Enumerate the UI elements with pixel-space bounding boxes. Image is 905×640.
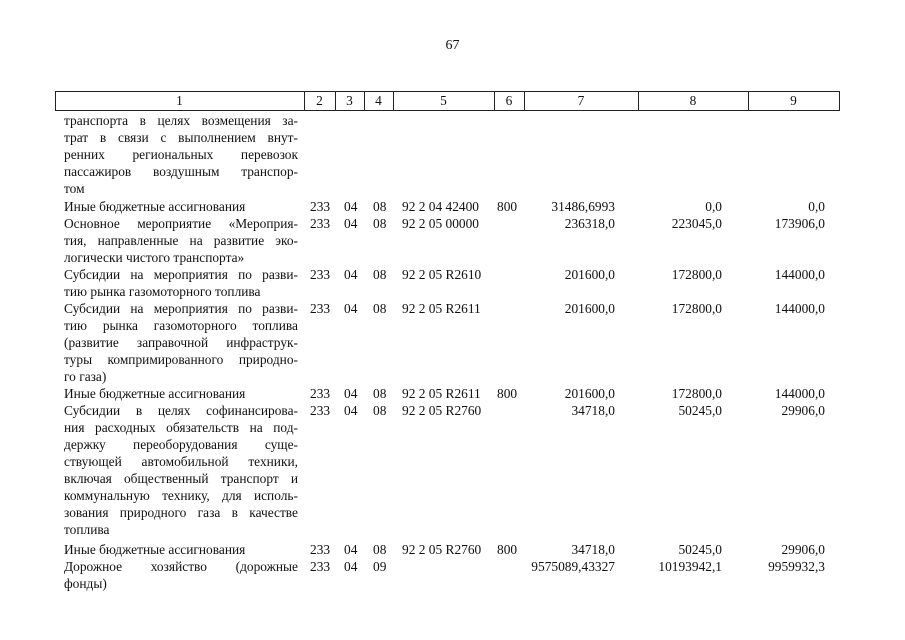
header-col-7: 7 [577,93,585,108]
description-line: включая общественный транспорт и [64,471,298,486]
description-line: логически чистого транспорта» [64,250,245,265]
description-line: (развитие заправочной инфраструк- [64,335,298,350]
row-description [64,402,298,538]
header-col-5: 5 [440,93,447,108]
cell-c7: 34718,0 [571,542,615,557]
cell-c4: 08 [373,301,387,316]
cell-c4: 08 [373,403,387,418]
cell-c7: 201600,0 [564,301,615,316]
cell-c6: 800 [497,199,518,214]
description-line: Иные бюджетные ассигнования [64,386,246,401]
row-description [64,215,298,266]
cell-c9: 144000,0 [774,301,825,316]
description-line: туры компримированного природно- [64,352,298,367]
description-line: ренних региональных перевозок [64,147,298,162]
cell-c9: 29906,0 [781,403,825,418]
description-line: коммунальную технику, для исполь- [64,488,298,503]
cell-c2: 233 [310,267,331,282]
cell-c6: 800 [497,386,518,401]
cell-c4: 09 [373,559,387,574]
cell-c3: 04 [344,403,358,418]
header-col-4: 4 [375,93,382,108]
cell-c4: 08 [373,542,387,557]
cell-c8: 10193942,1 [658,559,722,574]
row-description [64,112,298,197]
cell-c3: 04 [344,267,358,282]
cell-c2: 233 [310,301,331,316]
cell-c8: 172800,0 [671,267,722,282]
cell-c7: 201600,0 [564,386,615,401]
cell-c5: 92 2 05 R2611 [402,386,481,401]
description-line: тию рынка газомоторного топлива [64,318,298,333]
description-line: Субсидии на мероприятия по разви- [64,301,298,316]
header-divider [839,91,840,111]
cell-c9: 144000,0 [774,386,825,401]
cell-c4: 08 [373,267,387,282]
description-line: ния расходных обязательств на под- [64,420,298,435]
row-description [64,385,298,402]
header-col-2: 2 [316,93,323,108]
cell-c9: 9959932,3 [768,559,825,574]
description-line: Дорожное хозяйство (дорожные [64,559,298,574]
description-line: зования природного газа в качестве [64,505,298,520]
page-number: 67 [445,38,460,53]
cell-c7: 236318,0 [564,216,615,231]
cell-c9: 144000,0 [774,267,825,282]
cell-c2: 233 [310,403,331,418]
description-line: тию рынка газомоторного топлива [64,284,261,299]
cell-c3: 04 [344,559,358,574]
cell-c6: 800 [497,542,518,557]
cell-c8: 172800,0 [671,301,722,316]
cell-c8: 172800,0 [671,386,722,401]
row-description [64,558,298,592]
cell-c8: 50245,0 [678,403,722,418]
row-description [64,541,298,558]
cell-c5: 92 2 05 R2611 [402,301,481,316]
row-description [64,300,298,385]
cell-c7: 34718,0 [571,403,615,418]
description-line: держку переоборудования суще- [64,437,298,452]
header-col-1: 1 [176,93,183,108]
description-line: трат в связи с выполнением внут- [64,130,298,145]
cell-c5: 92 2 05 R2760 [402,542,482,557]
cell-c8: 223045,0 [671,216,722,231]
cell-c2: 233 [310,216,331,231]
cell-c9: 29906,0 [781,542,825,557]
row-description [64,266,298,300]
cell-c9: 0,0 [808,199,825,214]
row-description [64,198,298,215]
description-line: Иные бюджетные ассигнования [64,542,246,557]
description-line: фонды) [64,576,107,591]
cell-c7: 9575089,43327 [531,559,615,574]
cell-c4: 08 [373,199,387,214]
cell-c3: 04 [344,216,358,231]
header-col-3: 3 [346,93,353,108]
cell-c5: 92 2 04 42400 [402,199,479,214]
cell-c7: 31486,6993 [551,199,615,214]
description-line: Основное мероприятие «Мероприя- [64,216,298,231]
cell-c8: 0,0 [705,199,722,214]
cell-c3: 04 [344,199,358,214]
cell-c5: 92 2 05 R2760 [402,403,482,418]
cell-c2: 233 [310,386,331,401]
header-bottom-border [55,110,839,111]
description-line: пассажиров воздушным транспор- [64,164,298,179]
cell-c2: 233 [310,199,331,214]
cell-c5: 92 2 05 00000 [402,216,479,231]
cell-c3: 04 [344,542,358,557]
description-line: тия, направленные на развитие эко- [64,233,298,248]
header-col-9: 9 [790,93,797,108]
description-line: ствующей автомобильной техники, [64,454,298,469]
cell-c8: 50245,0 [678,542,722,557]
description-line: Иные бюджетные ассигнования [64,199,246,214]
description-line: том [64,181,85,196]
header-col-6: 6 [505,93,513,108]
description-line: топлива [64,522,110,537]
description-line: го газа) [64,369,107,384]
cell-c3: 04 [344,301,358,316]
cell-c5: 92 2 05 R2610 [402,267,482,282]
cell-c2: 233 [310,559,331,574]
cell-c7: 201600,0 [564,267,615,282]
cell-c3: 04 [344,386,358,401]
description-line: Субсидии в целях софинансирова- [64,403,298,418]
description-line: Субсидии на мероприятия по разви- [64,267,298,282]
cell-c9: 173906,0 [774,216,825,231]
header-col-8: 8 [689,93,697,108]
cell-c4: 08 [373,386,387,401]
cell-c2: 233 [310,542,331,557]
description-line: транспорта в целях возмещения за- [64,113,298,128]
cell-c4: 08 [373,216,387,231]
